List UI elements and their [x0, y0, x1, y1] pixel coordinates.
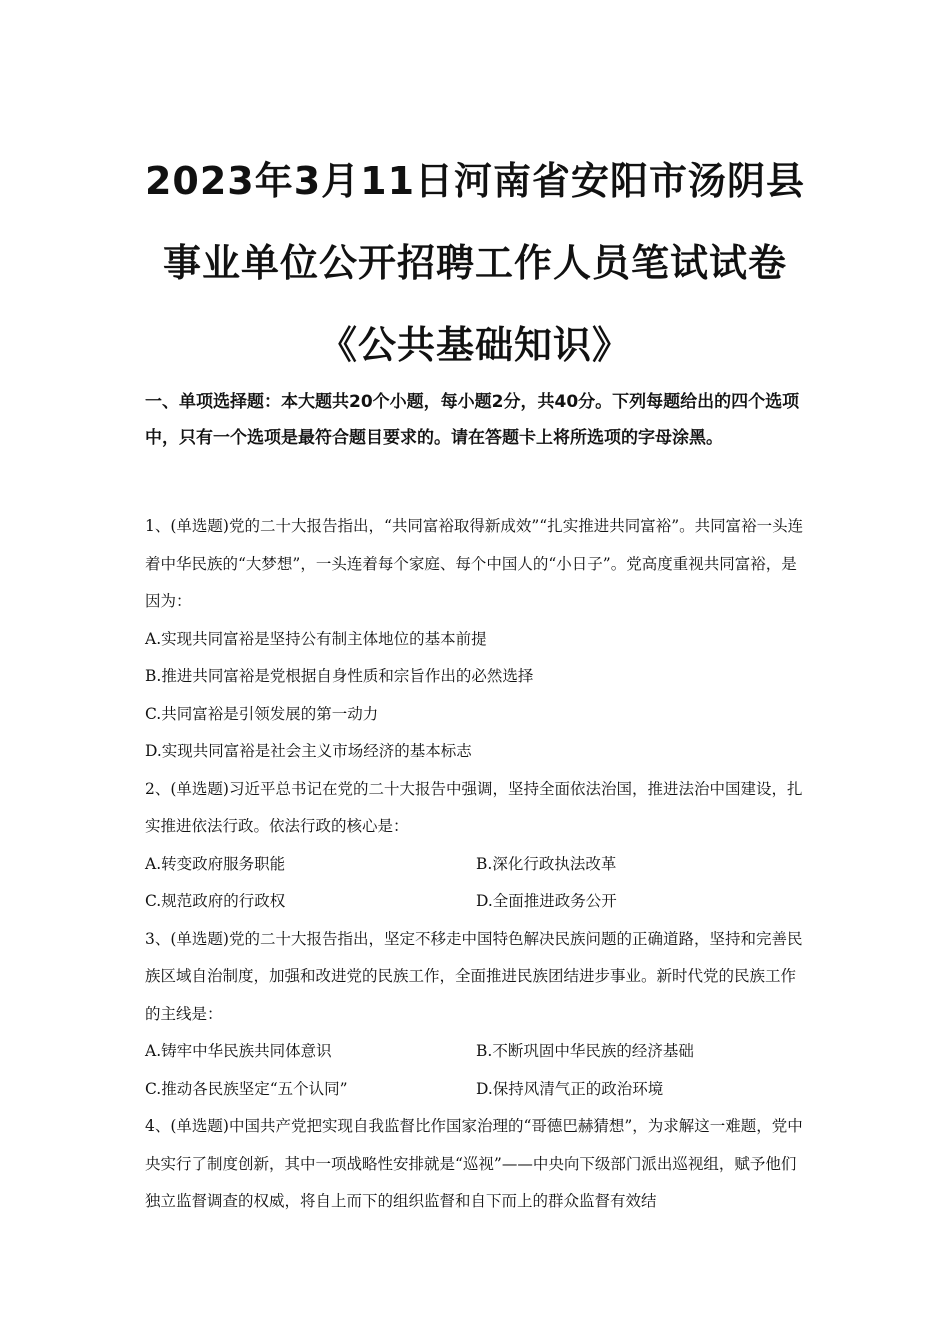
question-stem: 4、(单选题)中国共产党把实现自我监督比作国家治理的“哥德巴赫猜想”，为求解这一难题，党中央实行了制度创新，其中一项战略性安排就是“巡视”——中央向下级部门派出巡视组，赋予他们独立监督调查的权威，将自上而下的组织监督和自下而上的群众监督有效结 [145, 1117, 803, 1210]
question-3 [145, 921, 807, 1109]
document-title: 2023年3月11日河南省安阳市汤阴县事业单位公开招聘工作人员笔试试卷《公共基础知识》 [144, 159, 806, 367]
question-1 [145, 508, 807, 771]
questions-list [145, 508, 807, 1221]
question-2 [145, 771, 807, 921]
option-a: A.实现共同富裕是坚持公有制主体地位的基本前提 [145, 629, 487, 648]
section-heading: 一、单项选择题：本大题共20个小题，每小题2分，共40分。下列每题给出的四个选项中，只有一个选项是最符合题目要求的。请在答题卡上将所选项的字母涂黑。 [145, 392, 800, 448]
question-4 [145, 1108, 807, 1221]
option-d: D.实现共同富裕是社会主义市场经济的基本标志 [145, 742, 472, 760]
question-stem: 2、(单选题)习近平总书记在党的二十大报告中强调，坚持全面依法治国，推进法治中国建设，扎实推进依法行政。依法行政的核心是： [145, 779, 803, 835]
option-c: C.推动各民族坚定“五个认同” [145, 1079, 348, 1098]
question-stem: 3、(单选题)党的二十大报告指出，坚定不移走中国特色解决民族问题的正确道路，坚持和完善民族区域自治制度，加强和改进党的民族工作，全面推进民族团结进步事业。新时代党的民族工作的主线是： [145, 929, 803, 1023]
option-d: D.全面推进政务公开 [476, 892, 617, 910]
options-row [145, 1071, 807, 1109]
option-d: D.保持风清气正的政治环境 [476, 1079, 664, 1098]
option-b: B.推进共同富裕是党根据自身性质和宗旨作出的必然选择 [145, 667, 534, 685]
option-a: A.转变政府服务职能 [145, 854, 286, 873]
option-a: A.铸牢中华民族共同体意识 [145, 1042, 332, 1060]
options-row [145, 1033, 807, 1071]
option-b: B.不断巩固中华民族的经济基础 [476, 1042, 694, 1060]
option-b: B.深化行政执法改革 [476, 854, 617, 873]
options-row [145, 883, 807, 921]
question-stem: 1、(单选题)党的二十大报告指出，“共同富裕取得新成效”“扎实推进共同富裕”。共同富裕一头连着中华民族的“大梦想”，一头连着每个家庭、每个中国人的“小日子”。党高度重视共同富裕，是因为： [145, 517, 804, 610]
option-c: C.规范政府的行政权 [145, 892, 286, 910]
options-row [145, 846, 807, 884]
option-c: C.共同富裕是引领发展的第一动力 [145, 704, 379, 723]
